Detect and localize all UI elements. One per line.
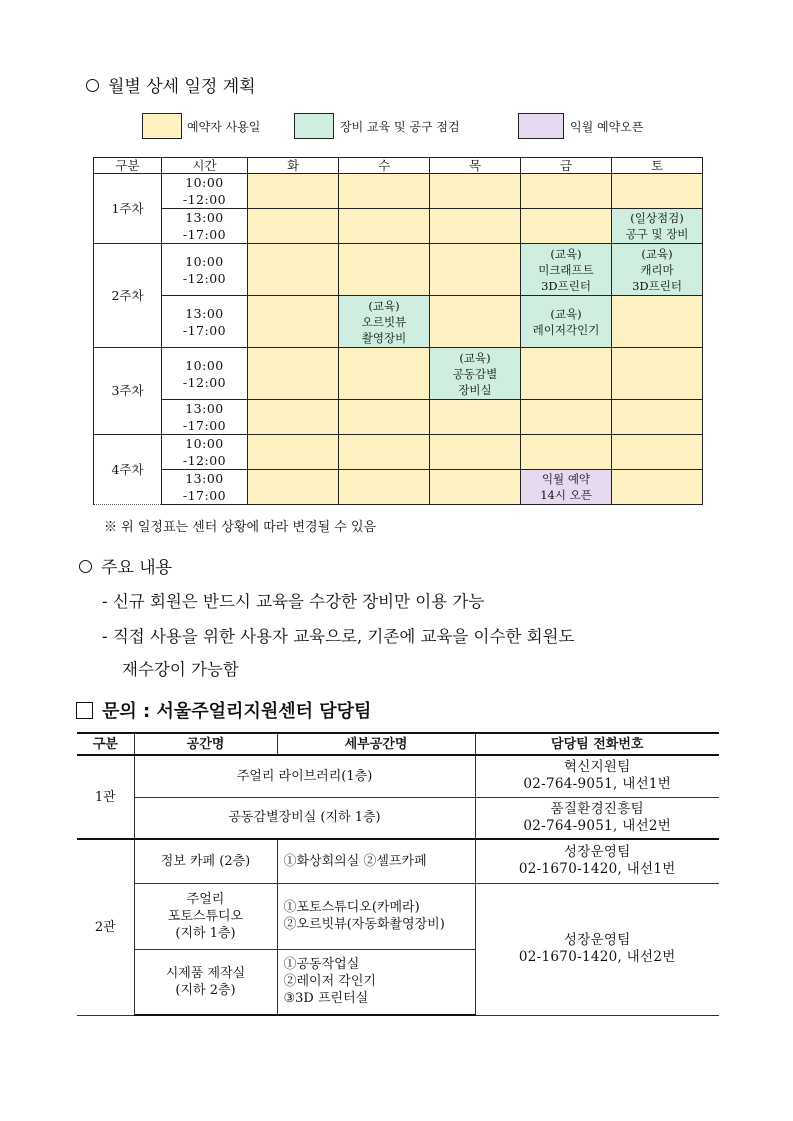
- week-label: 3주차: [94, 348, 162, 435]
- contact-header-category: 구분: [77, 733, 134, 755]
- contact-table: [77, 732, 719, 1016]
- time-slot-pm: 13:00 -17:00: [162, 470, 248, 505]
- contact-header-row: [77, 733, 719, 755]
- slot-cell: [248, 348, 339, 400]
- header-sat: 토: [612, 158, 703, 174]
- header-wed: 수: [339, 158, 430, 174]
- week1-am-row: [94, 174, 703, 209]
- week2-am-row: [94, 244, 703, 296]
- slot-cell: [430, 400, 521, 435]
- slot-cell: [339, 348, 430, 400]
- schedule-table: [93, 157, 703, 505]
- legend-label-reservation: 예약자 사용일: [187, 120, 261, 134]
- circle-bullet-icon: [79, 560, 92, 573]
- square-bullet-icon: [76, 702, 93, 719]
- week4-pm-row: [94, 470, 703, 505]
- week2-pm-row: [94, 296, 703, 348]
- event-w2-wed-training: (교육) 오르빗뷰 촬영장비: [339, 296, 430, 348]
- slot-cell: [521, 400, 612, 435]
- slot-cell: [339, 209, 430, 244]
- team-phone: 혁신지원팀 02-764-9051, 내선1번: [475, 755, 719, 797]
- space-name: 시제품 제작실 (지하 2층): [134, 949, 277, 1015]
- header-category: 구분: [94, 158, 162, 174]
- slot-cell: [430, 435, 521, 470]
- event-w4-fri-open: 익월 예약 14시 오픈: [521, 470, 612, 505]
- week-label: 1주차: [94, 174, 162, 244]
- header-time: 시간: [162, 158, 248, 174]
- slot-cell: [248, 244, 339, 296]
- slot-cell: [521, 435, 612, 470]
- event-w1-sat-inspection: (일상점검) 공구 및 장비: [612, 209, 703, 244]
- slot-cell: [248, 435, 339, 470]
- slot-cell: [430, 470, 521, 505]
- space-name: 주얼리 포토스튜디오 (지하 1층): [134, 883, 277, 949]
- slot-cell: [248, 209, 339, 244]
- circle-bullet-icon: [86, 79, 99, 92]
- building-label: 1관: [77, 755, 134, 839]
- space-name: 정보 카페 (2층): [134, 839, 277, 883]
- building-label: 2관: [77, 839, 134, 1015]
- slot-cell: [430, 296, 521, 348]
- time-slot-pm: 13:00 -17:00: [162, 296, 248, 348]
- contact-row-library: [77, 755, 719, 797]
- week-label: 2주차: [94, 244, 162, 348]
- schedule-note: ※ 위 일정표는 센터 상황에 따라 변경될 수 있음: [104, 520, 377, 535]
- time-slot-pm: 13:00 -17:00: [162, 400, 248, 435]
- time-slot-am: 10:00 -12:00: [162, 435, 248, 470]
- legend-swatch-open: [518, 113, 564, 139]
- time-slot-am: 10:00 -12:00: [162, 244, 248, 296]
- contact-row-info-cafe: [77, 839, 719, 883]
- slot-cell: [248, 296, 339, 348]
- header-thu: 목: [430, 158, 521, 174]
- slot-cell: [248, 470, 339, 505]
- week1-pm-row: [94, 209, 703, 244]
- slot-cell: [521, 209, 612, 244]
- space-name: 주얼리 라이브러리(1층): [134, 755, 475, 797]
- space-name: 공동감별장비실 (지하 1층): [134, 797, 475, 839]
- slot-cell: [339, 470, 430, 505]
- slot-cell: [612, 174, 703, 209]
- legend-label-open: 익월 예약오픈: [570, 120, 644, 134]
- time-slot-pm: 13:00 -17:00: [162, 209, 248, 244]
- event-w2-fri-training: (교육) 미크래프트 3D프린터: [521, 244, 612, 296]
- slot-cell: [430, 244, 521, 296]
- content-bullet-1: - 신규 회원은 반드시 교육을 수강한 장비만 이용 가능: [102, 592, 485, 611]
- content-bullet-2-cont: 재수강이 가능함: [122, 660, 239, 679]
- event-w3-thu-training: (교육) 공동감별 장비실: [430, 348, 521, 400]
- space-detail: ①공동작업실 ②레이저 각인기 ③3D 프린터실: [277, 949, 475, 1015]
- slot-cell: [612, 400, 703, 435]
- event-w2-sat-training: (교육) 캐리마 3D프린터: [612, 244, 703, 296]
- header-tue: 화: [248, 158, 339, 174]
- legend-label-training: 장비 교육 및 공구 점검: [340, 120, 460, 134]
- schedule-header-row: [94, 158, 703, 174]
- contact-header-team-phone: 담당팀 전화번호: [475, 733, 719, 755]
- slot-cell: [339, 435, 430, 470]
- legend-swatch-reservation: [142, 113, 182, 139]
- slot-cell: [339, 244, 430, 296]
- space-detail: ①화상회의실 ②셀프카페: [277, 839, 475, 883]
- team-phone: 품질환경진흥팀 02-764-9051, 내선2번: [475, 797, 719, 839]
- slot-cell: [339, 174, 430, 209]
- slot-cell: [430, 174, 521, 209]
- space-detail: ①포토스튜디오(카메라) ②오르빗뷰(자동화촬영장비): [277, 883, 475, 949]
- contact-header-detail: 세부공간명: [277, 733, 475, 755]
- contact-section-title: 문의 : 서울주얼리지원센터 담당팀: [76, 697, 371, 723]
- slot-cell: [339, 400, 430, 435]
- slot-cell: [612, 435, 703, 470]
- slot-cell: [612, 348, 703, 400]
- contact-row-photo-studio: [77, 883, 719, 949]
- slot-cell: [521, 174, 612, 209]
- week-label: 4주차: [94, 435, 162, 505]
- contact-row-gem-lab: [77, 797, 719, 839]
- slot-cell: [612, 296, 703, 348]
- team-phone: 성장운영팀 02-1670-1420, 내선1번: [475, 839, 719, 883]
- slot-cell: [248, 174, 339, 209]
- slot-cell: [612, 470, 703, 505]
- legend-swatch-training: [294, 113, 334, 139]
- event-w2-fri-laser: (교육) 레이저각인기: [521, 296, 612, 348]
- schedule-section-title: 월별 상세 일정 계획: [86, 72, 256, 97]
- time-slot-am: 10:00 -12:00: [162, 348, 248, 400]
- slot-cell: [430, 209, 521, 244]
- header-fri: 금: [521, 158, 612, 174]
- contact-header-space: 공간명: [134, 733, 277, 755]
- slot-cell: [248, 400, 339, 435]
- time-slot-am: 10:00 -12:00: [162, 174, 248, 209]
- main-content-title: 주요 내용: [79, 553, 172, 578]
- slot-cell: [521, 348, 612, 400]
- week3-pm-row: [94, 400, 703, 435]
- content-bullet-2: - 직접 사용을 위한 사용자 교육으로, 기존에 교육을 이수한 회원도: [102, 627, 575, 646]
- team-phone: 성장운영팀 02-1670-1420, 내선2번: [475, 883, 719, 1015]
- week4-am-row: [94, 435, 703, 470]
- week3-am-row: [94, 348, 703, 400]
